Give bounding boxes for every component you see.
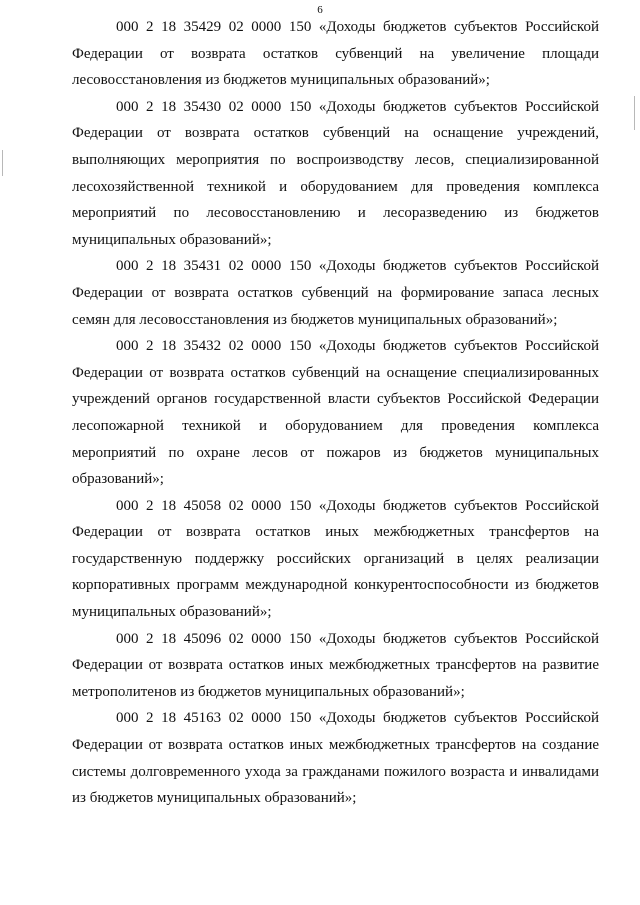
scan-edge-mark: [634, 96, 635, 130]
budget-code-paragraph: 000 2 18 35430 02 0000 150 «Доходы бюджетов субъектов Российской Федерации от возврата остатков субвенций на оснащение учреждений, выполняющих мероприятия по воспроизводству лесов, специализированной лесохозяйственной техникой и оборудованием для проведения комплекса мероприятий по лесовосстановлению и лесоразведению из бюджетов муниципальных образований»;: [72, 98, 599, 248]
budget-code-paragraph: 000 2 18 45096 02 0000 150 «Доходы бюджетов субъектов Российской Федерации от возврата остатков иных межбюджетных трансфертов на развитие метрополитенов из бюджетов муниципальных образований»;: [72, 630, 599, 700]
budget-code-paragraph: 000 2 18 35432 02 0000 150 «Доходы бюджетов субъектов Российской Федерации от возврата остатков субвенций на оснащение специализированных учреждений органов государственной власти субъектов Российской Федерации лесопожарной техникой и оборудованием для проведения комплекса мероприятий по охране лесов от пожаров из бюджетов муниципальных образований»;: [72, 338, 599, 488]
budget-code-paragraph: 000 2 18 45058 02 0000 150 «Доходы бюджетов субъектов Российской Федерации от возврата остатков иных межбюджетных трансфертов на государственную поддержку российских организаций в целях реализации корпоративных программ международной конкурентоспособности из бюджетов муниципальных образований»;: [72, 497, 599, 621]
budget-code-paragraph: 000 2 18 35429 02 0000 150 «Доходы бюджетов субъектов Российской Федерации от возврата остатков субвенций на увеличение площади лесовосстановления из бюджетов муниципальных образований»;: [72, 19, 599, 89]
scan-edge-mark: [2, 150, 3, 176]
document-body: [72, 14, 599, 812]
budget-code-paragraph: 000 2 18 35431 02 0000 150 «Доходы бюджетов субъектов Российской Федерации от возврата остатков субвенций на формирование запаса лесных семян для лесовосстановления из бюджетов муниципальных образований»;: [72, 258, 599, 328]
budget-code-paragraph: 000 2 18 45163 02 0000 150 «Доходы бюджетов субъектов Российской Федерации от возврата остатков иных межбюджетных трансфертов на создание системы долговременного ухода за гражданами пожилого возраста и инвалидами из бюджетов муниципальных образований»;: [72, 710, 599, 807]
page-number: 6: [317, 4, 323, 16]
